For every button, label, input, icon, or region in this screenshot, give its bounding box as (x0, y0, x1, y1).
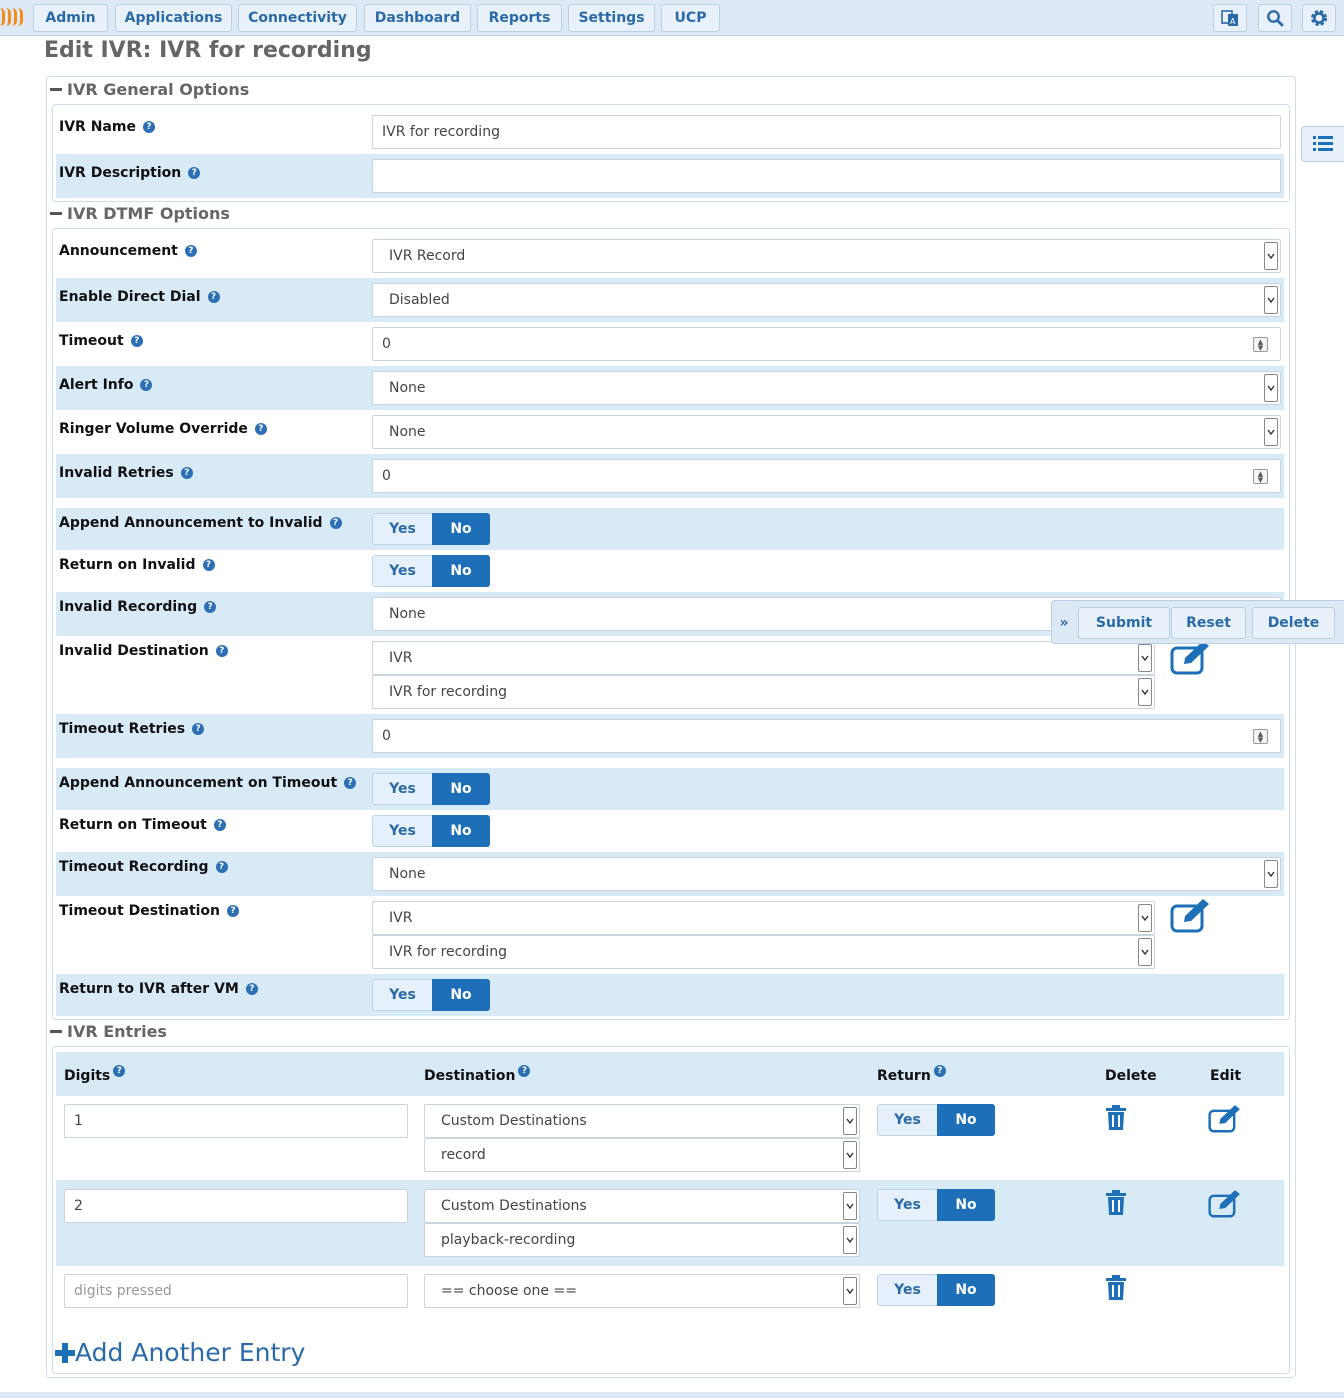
toggle-no[interactable]: No (432, 979, 490, 1011)
edit-destination-icon[interactable] (1170, 640, 1214, 676)
chevron-down-icon (1138, 644, 1152, 672)
toggle-yes[interactable]: Yes (372, 815, 432, 847)
row-return-vm (56, 974, 1284, 1016)
nav-dashboard[interactable]: Dashboard (364, 4, 471, 32)
return-vm-label: Return to IVR after VM (59, 981, 239, 997)
svg-text:A: A (1230, 17, 1236, 26)
chevron-down-icon (1264, 860, 1278, 888)
section-entries-title[interactable]: IVR Entries (50, 1022, 167, 1041)
help-icon[interactable]: ? (518, 1065, 530, 1077)
header-delete: Delete (1105, 1068, 1157, 1084)
invalid-recording-select[interactable]: None (372, 597, 1281, 631)
help-icon[interactable]: ? (246, 983, 258, 995)
nav-settings[interactable]: Settings (568, 4, 655, 32)
announcement-select[interactable]: IVR Record (372, 239, 1281, 273)
edit-destination-icon[interactable] (1170, 898, 1214, 934)
help-icon[interactable]: ? (204, 601, 216, 613)
alert-info-select[interactable]: None (372, 371, 1281, 405)
collapse-icon (50, 88, 62, 91)
spinner-icon[interactable]: ▲ ▼ (1253, 729, 1268, 744)
top-nav (0, 0, 1344, 36)
toggle-yes[interactable]: Yes (877, 1189, 937, 1221)
edit-entry-icon[interactable] (1208, 1188, 1244, 1220)
alert-info-label: Alert Info (59, 377, 134, 393)
toggle-no[interactable]: No (432, 555, 490, 587)
search-icon[interactable] (1258, 4, 1292, 32)
help-icon[interactable]: ? (185, 245, 197, 257)
ringer-volume-label: Ringer Volume Override (59, 421, 248, 437)
section-dtmf-title[interactable]: IVR DTMF Options (50, 204, 230, 223)
chevron-down-icon (1138, 938, 1152, 966)
toggle-no[interactable]: No (432, 815, 490, 847)
header-digits: Digits ? (64, 1068, 125, 1084)
entry-destination-type-select[interactable]: Custom Destinations (424, 1104, 860, 1138)
new-return-toggle[interactable] (877, 1274, 995, 1306)
section-general-title[interactable]: IVR General Options (50, 80, 249, 99)
header-edit: Edit (1210, 1068, 1242, 1084)
help-icon[interactable]: ? (227, 905, 239, 917)
chevron-down-icon (1138, 904, 1152, 932)
chevron-down-icon (1264, 418, 1278, 446)
help-icon[interactable]: ? (344, 777, 356, 789)
invalid-destination-type-select[interactable]: IVR (372, 641, 1155, 675)
help-icon[interactable]: ? (131, 335, 143, 347)
help-icon[interactable]: ? (203, 559, 215, 571)
entries-header-row (56, 1052, 1284, 1096)
invalid-retries-input[interactable]: 0 ▲ ▼ (372, 459, 1281, 493)
toggle-no[interactable]: No (937, 1189, 995, 1221)
chevron-down-icon (1138, 678, 1152, 706)
list-view-tab[interactable] (1301, 126, 1344, 162)
header-destination: Destination ? (424, 1068, 530, 1084)
timeout-recording-label: Timeout Recording (59, 859, 209, 875)
entry-destination-select[interactable]: playback-recording (424, 1223, 860, 1257)
chevron-down-icon (1264, 374, 1278, 402)
header-return: Return ? (877, 1068, 946, 1084)
append-timeout-label: Append Announcement on Timeout (59, 775, 338, 791)
append-invalid-label: Append Announcement to Invalid (59, 515, 323, 531)
ivr-name-label: IVR Name (59, 119, 136, 135)
return-timeout-toggle[interactable] (372, 815, 490, 847)
return-vm-toggle[interactable] (372, 979, 490, 1011)
append-invalid-toggle[interactable] (372, 513, 490, 545)
trash-icon[interactable] (1104, 1275, 1128, 1305)
timeout-retries-input[interactable]: 0 ▲ ▼ (372, 719, 1281, 753)
collapse-actionbar-icon[interactable]: » (1059, 615, 1069, 631)
invalid-retries-label: Invalid Retries (59, 465, 174, 481)
return-timeout-label: Return on Timeout (59, 817, 207, 833)
digits-input[interactable]: 1 (64, 1104, 408, 1138)
invalid-recording-label: Invalid Recording (59, 599, 198, 615)
chevron-down-icon (843, 1192, 857, 1220)
help-icon[interactable]: ? (934, 1065, 946, 1077)
action-bar (1051, 600, 1344, 644)
freepbx-logo-icon (0, 8, 28, 28)
trash-icon[interactable] (1104, 1190, 1128, 1220)
nav-ucp[interactable]: UCP (661, 4, 720, 32)
timeout-destination-label: Timeout Destination (59, 903, 221, 919)
help-icon[interactable]: ? (188, 167, 200, 179)
row-append-invalid (56, 508, 1284, 550)
announcement-label: Announcement (59, 243, 178, 259)
entry-destination-select[interactable]: record (424, 1138, 860, 1172)
chevron-down-icon (843, 1277, 857, 1305)
page-title: Edit IVR: IVR for recording (44, 38, 372, 63)
toggle-yes[interactable]: Yes (372, 513, 432, 545)
help-icon[interactable]: ? (216, 645, 228, 657)
append-timeout-toggle[interactable] (372, 773, 490, 805)
toggle-no[interactable]: No (937, 1104, 995, 1136)
row-return-timeout (56, 810, 1284, 852)
help-icon[interactable]: ? (140, 379, 152, 391)
reset-button[interactable]: Reset (1171, 607, 1246, 639)
toggle-yes[interactable]: Yes (372, 555, 432, 587)
help-icon[interactable]: ? (208, 291, 220, 303)
timeout-retries-label: Timeout Retries (59, 721, 186, 737)
toggle-yes[interactable]: Yes (372, 979, 432, 1011)
entry-destination-type-select[interactable]: Custom Destinations (424, 1189, 860, 1223)
nav-applications[interactable]: Applications (115, 4, 232, 32)
chevron-down-icon (1264, 286, 1278, 314)
digits-input[interactable]: 2 (64, 1189, 408, 1223)
edit-entry-icon[interactable] (1208, 1103, 1244, 1135)
help-icon[interactable]: ? (192, 723, 204, 735)
ringer-volume-select[interactable]: None (372, 415, 1281, 449)
timeout-input[interactable]: 0 ▲ ▼ (372, 327, 1281, 361)
help-icon[interactable]: ? (214, 819, 226, 831)
delete-button[interactable]: Delete (1252, 607, 1335, 639)
help-icon[interactable]: ? (143, 121, 155, 133)
chevron-down-icon (843, 1226, 857, 1254)
new-destination-select[interactable]: == choose one == (424, 1274, 860, 1308)
toggle-no[interactable]: No (432, 513, 490, 545)
return-invalid-toggle[interactable] (372, 555, 490, 587)
help-icon[interactable]: ? (181, 467, 193, 479)
timeout-recording-select[interactable]: None (372, 857, 1281, 891)
invalid-destination-select[interactable]: IVR for recording (372, 675, 1155, 709)
toggle-yes[interactable]: Yes (877, 1104, 937, 1136)
help-icon[interactable]: ? (330, 517, 342, 529)
help-icon[interactable]: ? (216, 861, 228, 873)
return-invalid-label: Return on Invalid (59, 557, 196, 573)
chevron-down-icon (1264, 242, 1278, 270)
plus-icon (55, 1343, 75, 1363)
entry-return-toggle[interactable] (877, 1104, 995, 1136)
direct-dial-select[interactable]: Disabled (372, 283, 1281, 317)
gear-icon[interactable] (1302, 4, 1336, 32)
trash-icon[interactable] (1104, 1105, 1128, 1135)
timeout-destination-select[interactable]: IVR for recording (372, 935, 1155, 969)
spinner-icon[interactable]: ▲ ▼ (1253, 337, 1268, 352)
timeout-label: Timeout (59, 333, 124, 349)
row-return-invalid (56, 550, 1284, 592)
nav-reports[interactable]: Reports (477, 4, 562, 32)
translate-icon[interactable] (1213, 4, 1247, 32)
chevron-down-icon (843, 1107, 857, 1135)
ivr-description-label: IVR Description (59, 165, 182, 181)
direct-dial-label: Enable Direct Dial (59, 289, 201, 305)
row-append-timeout (56, 768, 1284, 810)
toggle-yes[interactable]: Yes (372, 773, 432, 805)
chevron-down-icon (843, 1141, 857, 1169)
collapse-icon (50, 1030, 62, 1033)
timeout-destination-type-select[interactable]: IVR (372, 901, 1155, 935)
toggle-yes[interactable]: Yes (877, 1274, 937, 1306)
ivr-description-input[interactable] (372, 159, 1281, 193)
collapse-icon (50, 212, 62, 215)
toggle-no[interactable]: No (937, 1274, 995, 1306)
help-icon[interactable]: ? (113, 1065, 125, 1077)
entry-return-toggle[interactable] (877, 1189, 995, 1221)
help-icon[interactable]: ? (255, 423, 267, 435)
bottom-bar (0, 1392, 1344, 1398)
nav-connectivity[interactable]: Connectivity (238, 4, 357, 32)
submit-button[interactable]: Submit (1078, 607, 1170, 639)
add-entry-link[interactable]: Add Another Entry (55, 1338, 305, 1367)
invalid-destination-label: Invalid Destination (59, 643, 209, 659)
nav-admin[interactable]: Admin (33, 4, 108, 32)
new-digits-input[interactable]: digits pressed (64, 1274, 408, 1308)
toggle-no[interactable]: No (432, 773, 490, 805)
spinner-icon[interactable]: ▲ ▼ (1253, 469, 1268, 484)
ivr-name-input[interactable]: IVR for recording (372, 115, 1281, 149)
list-icon (1313, 136, 1333, 152)
